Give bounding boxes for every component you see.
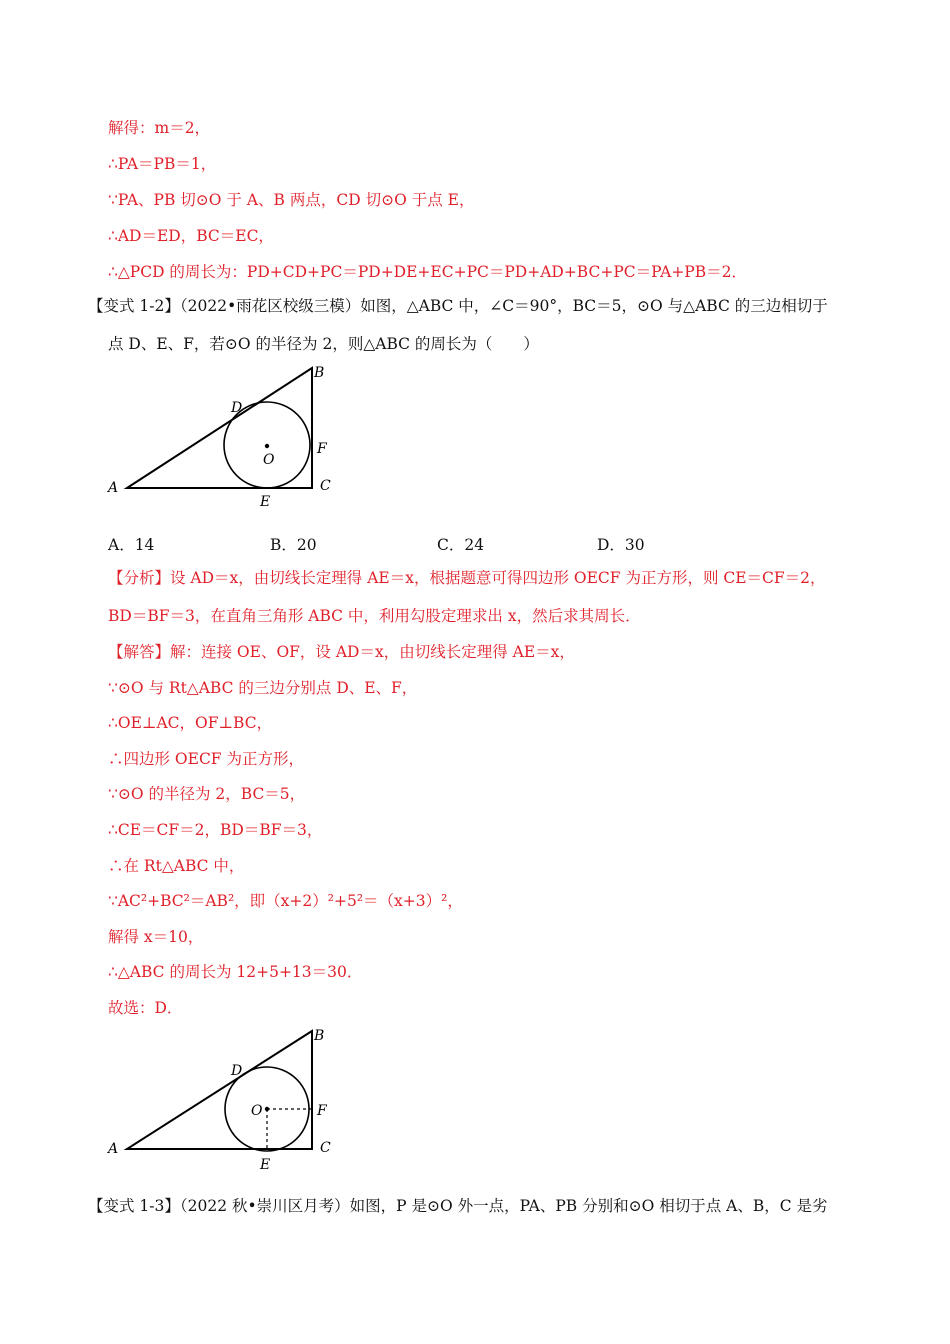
solution-line: 解得：m＝2， (108, 119, 211, 137)
label-b: B (314, 1028, 325, 1044)
solution-line: ∵PA、PB 切⊙O 于 A、B 两点，CD 切⊙O 于点 E， (108, 191, 475, 209)
answer-line: ∵AC²+BC²＝AB²，即（x+2）²+5²＝（x+3）²， (108, 892, 463, 910)
triangle-incircle-figure (100, 360, 350, 515)
answer-line: ∴在 Rt△ABC 中， (108, 857, 245, 875)
analysis-line: 【分析】设 AD＝x，由切线长定理得 AE＝x，根据题意可得四边形 OECF 为正方形，则 CE＝CF＝2， (108, 569, 826, 587)
answer-line: ∴OE⊥AC，OF⊥BC， (108, 714, 273, 732)
label-a: A (108, 1141, 119, 1157)
analysis-line: BD＝BF＝3，在直角三角形 ABC 中，利用勾股定理求出 x，然后求其周长． (108, 607, 641, 625)
label-o: O (263, 452, 275, 468)
label-e: E (260, 1157, 271, 1173)
label-f: F (317, 441, 327, 457)
answer-line: ∴CE＝CF＝2，BD＝BF＝3， (108, 821, 323, 839)
option-c: C．24 (437, 536, 485, 554)
label-e: E (260, 494, 271, 510)
option-b: B．20 (270, 536, 317, 554)
triangle-abc (127, 368, 312, 488)
solution-line: ∴△PCD 的周长为：PD+CD+PC＝PD+DE+EC+PC＝PD+AD+BC+PC＝PA+PB＝2． (108, 263, 747, 281)
triangle-incircle-solution-figure (100, 1025, 350, 1175)
answer-line: 故选：D． (108, 999, 183, 1017)
answer-line: ∴△ABC 的周长为 12+5+13＝30． (108, 963, 363, 981)
center-dot (265, 444, 269, 448)
label-a: A (108, 480, 119, 496)
label-d: D (231, 400, 243, 416)
label-o: O (251, 1103, 263, 1119)
problem-1-2-statement: 【变式 1-2】（2022•雨花区校级三模）如图，△ABC 中，∠C＝90°，BC＝5，⊙O 与△ABC 的三边相切于 (88, 297, 828, 315)
label-c: C (320, 478, 331, 494)
label-f: F (317, 1103, 327, 1119)
triangle-abc (127, 1031, 312, 1149)
label-b: B (314, 365, 325, 381)
problem-1-2-statement-cont: 点 D、E、F，若⊙O 的半径为 2，则△ABC 的周长为（ ） (108, 335, 539, 353)
option-d: D．30 (597, 536, 645, 554)
option-a: A．14 (108, 536, 155, 554)
solution-line: ∴AD＝ED，BC＝EC， (108, 227, 274, 245)
solution-line: ∴PA＝PB＝1， (108, 155, 217, 173)
answer-line: 解得 x＝10， (108, 928, 204, 946)
problem-1-3-statement: 【变式 1-3】（2022 秋•崇川区月考）如图，P 是⊙O 外一点，PA、PB 分别和⊙O 相切于点 A、B，C 是劣 (88, 1197, 828, 1215)
answer-line: ∵⊙O 的半径为 2，BC＝5， (108, 785, 306, 803)
answer-line: ∴四边形 OECF 为正方形， (108, 750, 304, 768)
label-d: D (231, 1063, 243, 1079)
answer-line: 【解答】解：连接 OE、OF，设 AD＝x，由切线长定理得 AE＝x， (108, 643, 575, 661)
label-c: C (320, 1140, 331, 1156)
answer-line: ∵⊙O 与 Rt△ABC 的三边分别点 D、E、F， (108, 679, 418, 697)
